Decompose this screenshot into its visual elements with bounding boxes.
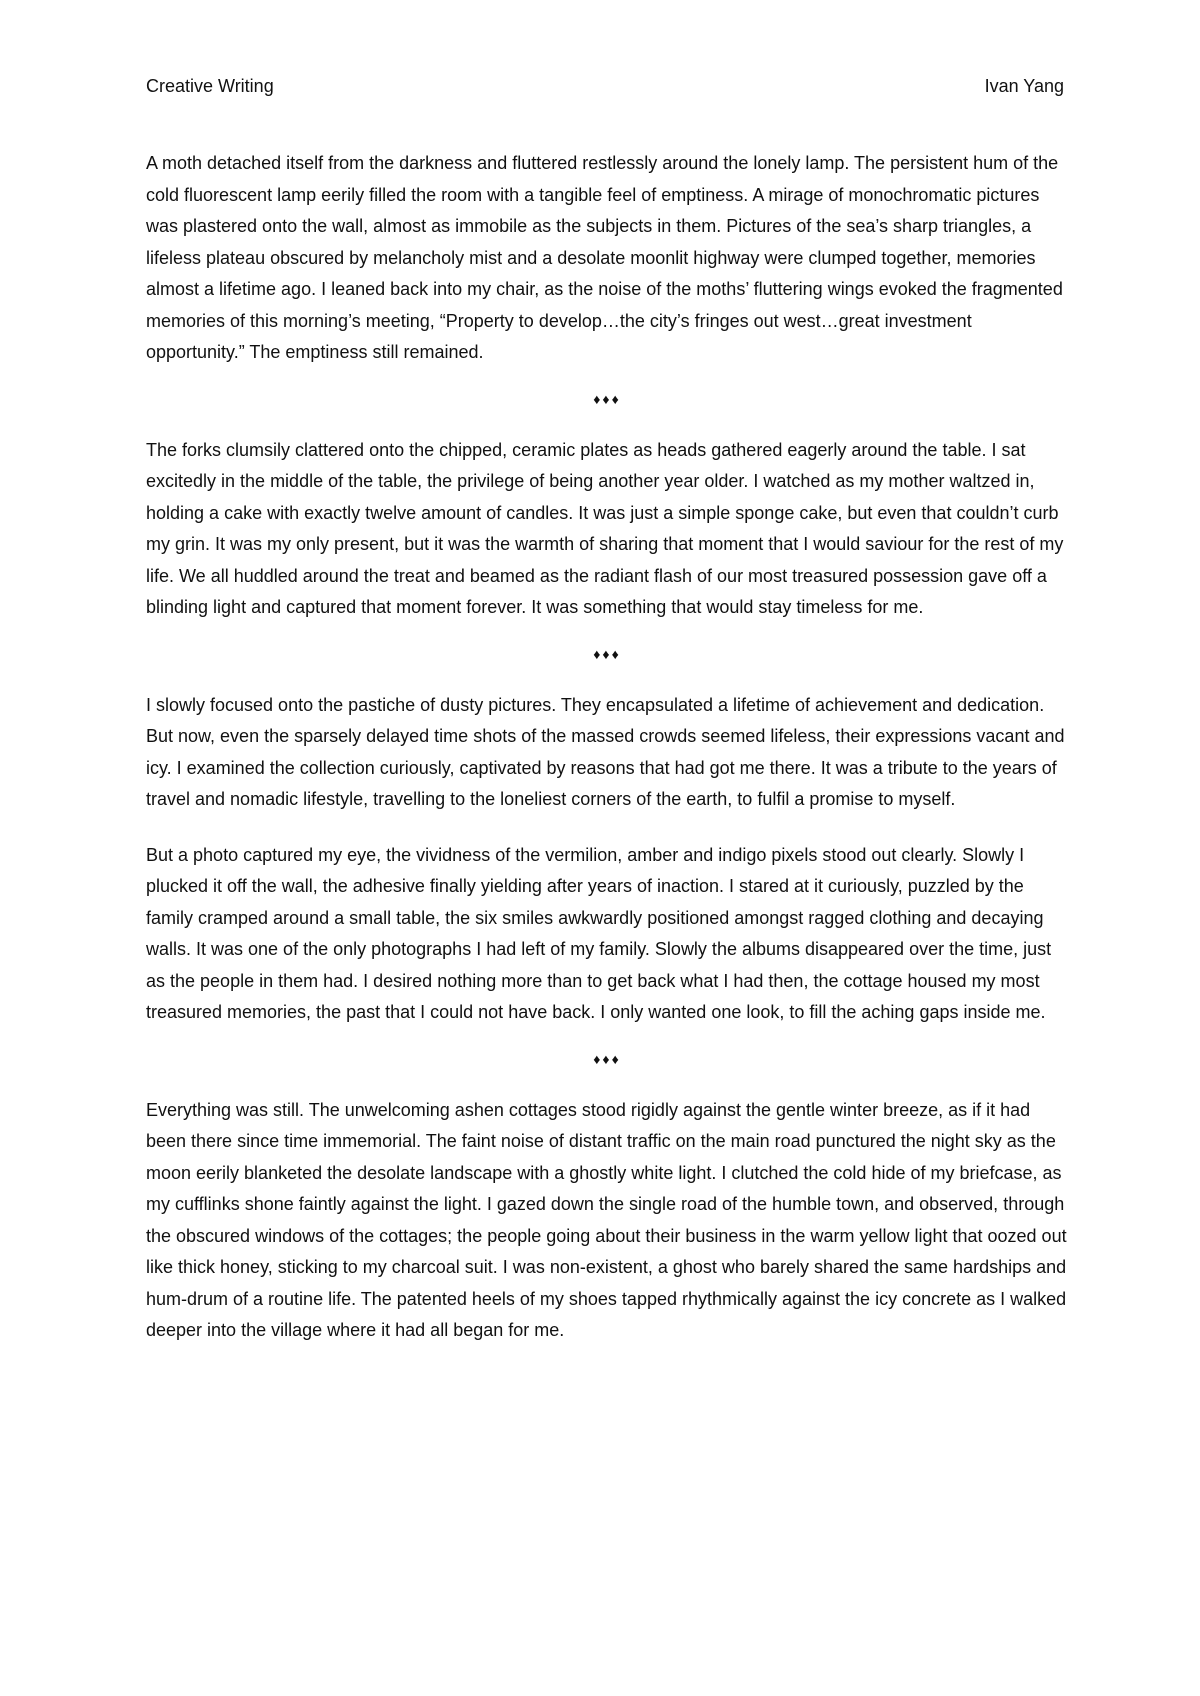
document-body <box>146 148 1068 1371</box>
paragraph-1: A moth detached itself from the darkness and fluttered restlessly around the lonely lamp. The persistent hum of the cold fluorescent lamp eerily filled the room with a tangible feel of emptiness. A mirage of monochromatic pictures was plastered onto the wall, almost as immobile as the subjects in them. Pictures of the sea’s sharp triangles, a lifeless plateau obscured by melancholy mist and a desolate moonlit highway were clumped together, memories almost a lifetime ago. I leaned back into my chair, as the noise of the moths’ fluttering wings evoked the fragmented memories of this morning’s meeting, “Property to develop…the city’s fringes out west…great investment opportunity.” The emptiness still remained. <box>146 153 1063 362</box>
page-header <box>146 74 1064 98</box>
section-separator-2: ♦♦♦ <box>593 645 621 662</box>
section-separator-3: ♦♦♦ <box>593 1050 621 1067</box>
header-course-title: Creative Writing <box>146 76 274 96</box>
paragraph-4: But a photo captured my eye, the vividness of the vermilion, amber and indigo pixels stood out clearly. Slowly I plucked it off the wall, the adhesive finally yielding after years of inaction. I stared at it curiously, puzzled by the family cramped around a small table, the six smiles awkwardly positioned amongst ragged clothing and decaying walls. It was one of the only photographs I had left of my family. Slowly the albums disappeared over the time, just as the people in them had. I desired nothing more than to get back what I had then, the cottage housed my most treasured memories, the past that I could not have back. I only wanted one look, to fill the aching gaps inside me. <box>146 844 1052 1022</box>
section-separator-1: ♦♦♦ <box>593 390 621 407</box>
paragraph-5: Everything was still. The unwelcoming ashen cottages stood rigidly against the gentle winter breeze, as if it had been there since time immemorial. The faint noise of distant traffic on the main road punctured the night sky as the moon eerily blanketed the desolate landscape with a ghostly white light. I clutched the cold hide of my briefcase, as my cufflinks shone faintly against the light. I gazed down the single road of the humble town, and observed, through the obscured windows of the cottages; the people going about their business in the warm yellow light that oozed out like thick honey, sticking to my charcoal suit. I was non-existent, a ghost who barely shared the same hardships and hum-drum of a routine life. The patented heels of my shoes tapped rhythmically against the icy concrete as I walked deeper into the village where it had all began for me. <box>146 1099 1067 1340</box>
paragraph-3: I slowly focused onto the pastiche of dusty pictures. They encapsulated a lifetime of achievement and dedication. But now, even the sparsely delayed time shots of the massed crowds seemed lifeless, their expressions vacant and icy. I examined the collection curiously, captivated by reasons that had got me there. It was a tribute to the years of travel and nomadic lifestyle, travelling to the loneliest corners of the earth, to fulfil a promise to myself. <box>146 694 1065 809</box>
header-author-name: Ivan Yang <box>984 76 1064 96</box>
paragraph-2: The forks clumsily clattered onto the chipped, ceramic plates as heads gathered eagerly around the table. I sat excitedly in the middle of the table, the privilege of being another year older. I watched as my mother waltzed in, holding a cake with exactly twelve amount of candles. It was just a simple sponge cake, but even that couldn’t curb my grin. It was my only present, but it was the warmth of sharing that moment that I would saviour for the rest of my life. We all huddled around the treat and beamed as the radiant flash of our most treasured possession gave off a blinding light and captured that moment forever. It was something that would stay timeless for me. <box>146 439 1064 617</box>
